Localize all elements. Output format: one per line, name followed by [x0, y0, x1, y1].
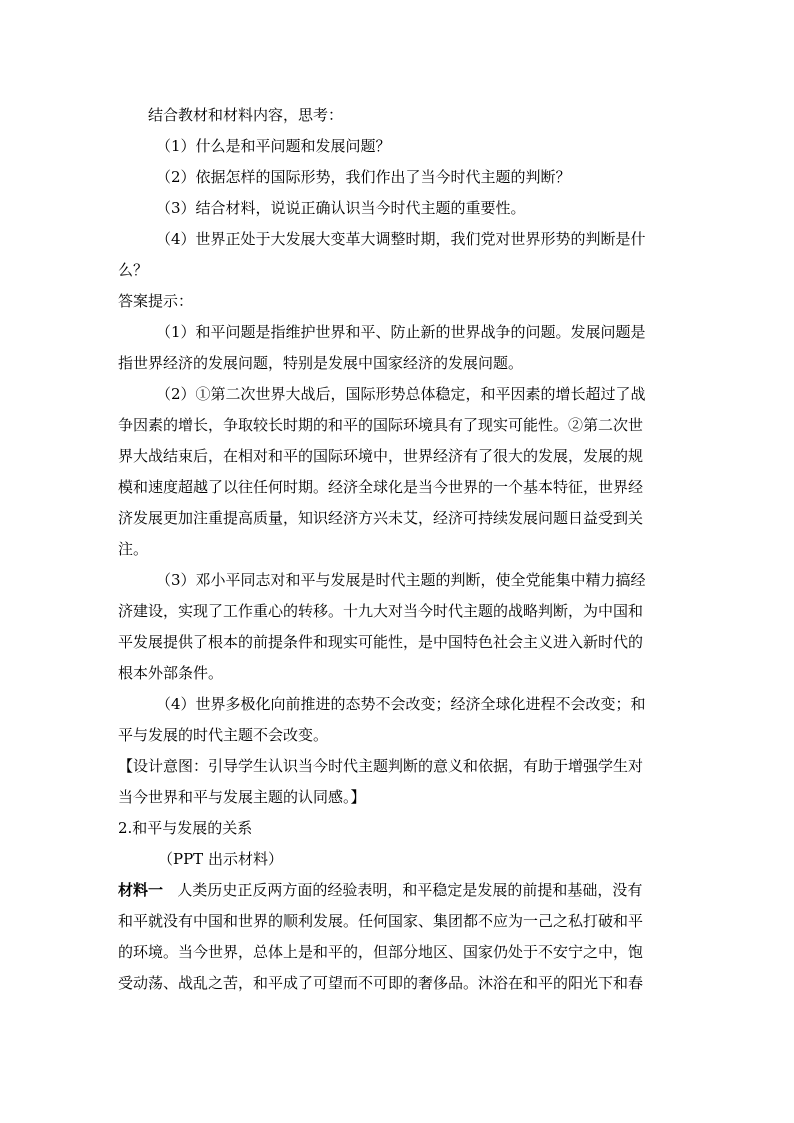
question-4: （4）世界正处于大发展大变革大调整时期，我们党对世界形势的判断是什: [156, 230, 646, 248]
material-1-line-4: 受动荡、战乱之苦，和平成了可望而不可即的奢侈品。沐浴在和平的阳光下和春: [118, 974, 644, 992]
answer-2-line-4: 模和速度超越了以往任何时期。经济全球化是当今世界的一个基本特征，世界经: [118, 478, 644, 496]
material-1-line-2: 和平就没有中国和世界的顺利发展。任何国家、集团都不应为一己之私打破和平: [118, 912, 644, 930]
answer-2-line-5: 济发展更加注重提高质量，知识经济方兴未艾，经济可持续发展问题日益受到关: [118, 509, 644, 527]
answer-4-line-1: （4）世界多极化向前推进的态势不会改变；经济全球化进程不会改变；和: [156, 695, 646, 713]
answer-3-line-1: （3）邓小平同志对和平与发展是时代主题的判断，使全党能集中精力搞经: [156, 571, 646, 589]
material-1-line-1: [118, 875, 680, 906]
section-heading: 2.和平与发展的关系: [118, 819, 253, 837]
answer-1-line-1: （1）和平问题是指维护世界和平、防止新的世界战争的问题。发展问题是: [156, 323, 646, 341]
question-4-cont: 么？: [118, 261, 149, 279]
ppt-note: （PPT 出示材料）: [158, 850, 283, 868]
answer-3-line-3: 平发展提供了根本的前提条件和现实可能性，是中国特色社会主义进入新时代的: [118, 633, 644, 651]
material-1-label: 材料一: [118, 881, 164, 899]
material-1-text-1: 人类历史正反两方面的经验表明，和平稳定是发展的前提和基础，没有: [177, 881, 643, 899]
material-1-line-3: 的环境。当今世界，总体上是和平的，但部分地区、国家仍处于不安宁之中，饱: [118, 943, 644, 961]
answer-2-line-6: 注。: [118, 540, 149, 558]
question-2: （2）依据怎样的国际形势，我们作出了当今时代主题的判断？: [156, 168, 571, 186]
question-3: （3）结合材料，说说正确认识当今时代主题的重要性。: [156, 199, 526, 217]
design-intent-line-1: 【设计意图：引导学生认识当今时代主题判断的意义和依据，有助于增强学生对: [118, 757, 644, 775]
answer-3-line-2: 济建设，实现了工作重心的转移。十九大对当今时代主题的战略判断，为中国和: [118, 602, 644, 620]
document-body: [118, 100, 680, 999]
answer-1-line-2: 指世界经济的发展问题，特别是发展中国家经济的发展问题。: [118, 354, 524, 372]
answer-2-line-2: 争因素的增长，争取较长时期的和平的国际环境具有了现实可能性。②第二次世: [118, 416, 644, 434]
design-intent-line-2: 当今世界和平与发展主题的认同感。】: [118, 788, 366, 806]
question-1: （1）什么是和平问题和发展问题？: [156, 137, 391, 155]
answer-3-line-4: 根本外部条件。: [118, 664, 224, 682]
answer-heading: 答案提示：: [118, 292, 194, 310]
answer-2-line-3: 界大战结束后，在相对和平的国际环境中，世界经济有了很大的发展，发展的规: [118, 447, 644, 465]
answer-4-line-2: 平与发展的时代主题不会改变。: [118, 726, 329, 744]
intro-text: 结合教材和材料内容，思考：: [148, 106, 344, 124]
answer-2-line-1: （2）①第二次世界大战后，国际形势总体稳定，和平因素的增长超过了战: [156, 385, 646, 403]
